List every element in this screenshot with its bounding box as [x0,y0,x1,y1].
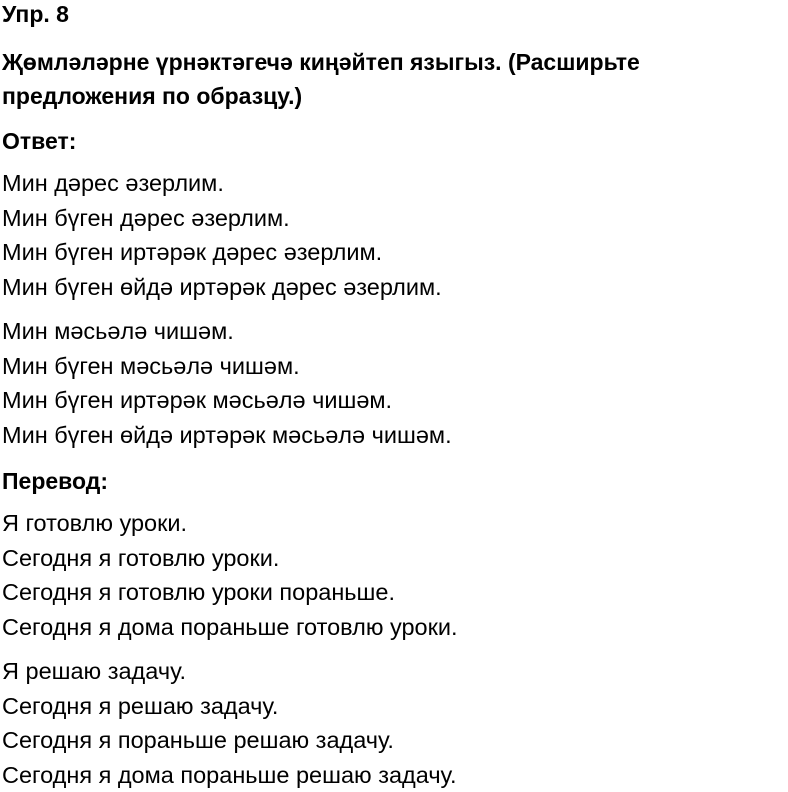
answer-sentence: Мин бүген иртәрәк мәсьәлә чишәм. [2,383,786,418]
exercise-title: Упр. 8 [2,0,786,29]
translation-sentence: Сегодня я готовлю уроки. [2,541,786,576]
translation-sentence: Сегодня я решаю задачу. [2,689,786,724]
task-instruction [2,45,786,113]
task-instruction-line: Җөмләләрне үрнәктәгечә киңәйтеп языгыз. (Расширьте [2,45,786,79]
translation-sentence: Сегодня я дома пораньше готовлю уроки. [2,610,786,645]
task-instruction-line: предложения по образцу.) [2,79,786,113]
answer-paragraph [2,166,786,304]
answer-sentence: Мин бүген дәрес әзерлим. [2,201,786,236]
exercise-document [2,0,786,792]
translation-sentence: Я готовлю уроки. [2,506,786,541]
answer-sentence: Мин бүген өйдә иртәрәк дәрес әзерлим. [2,270,786,305]
translation-sentence: Я решаю задачу. [2,654,786,689]
answer-paragraph [2,314,786,452]
answer-sentence: Мин бүген мәсьәлә чишәм. [2,349,786,384]
translation-sentence: Сегодня я пораньше решаю задачу. [2,723,786,758]
translation-heading: Перевод: [2,466,786,496]
translation-paragraph [2,506,786,644]
answer-sentence: Мин бүген өйдә иртәрәк мәсьәлә чишәм. [2,418,786,453]
translation-sentence: Сегодня я дома пораньше решаю задачу. [2,758,786,792]
translation-sentence: Сегодня я готовлю уроки пораньше. [2,575,786,610]
answer-sentence: Мин бүген иртәрәк дәрес әзерлим. [2,235,786,270]
answer-sentence: Мин дәрес әзерлим. [2,166,786,201]
answer-sentence: Мин мәсьәлә чишәм. [2,314,786,349]
answer-heading: Ответ: [2,126,786,156]
translation-paragraph [2,654,786,792]
